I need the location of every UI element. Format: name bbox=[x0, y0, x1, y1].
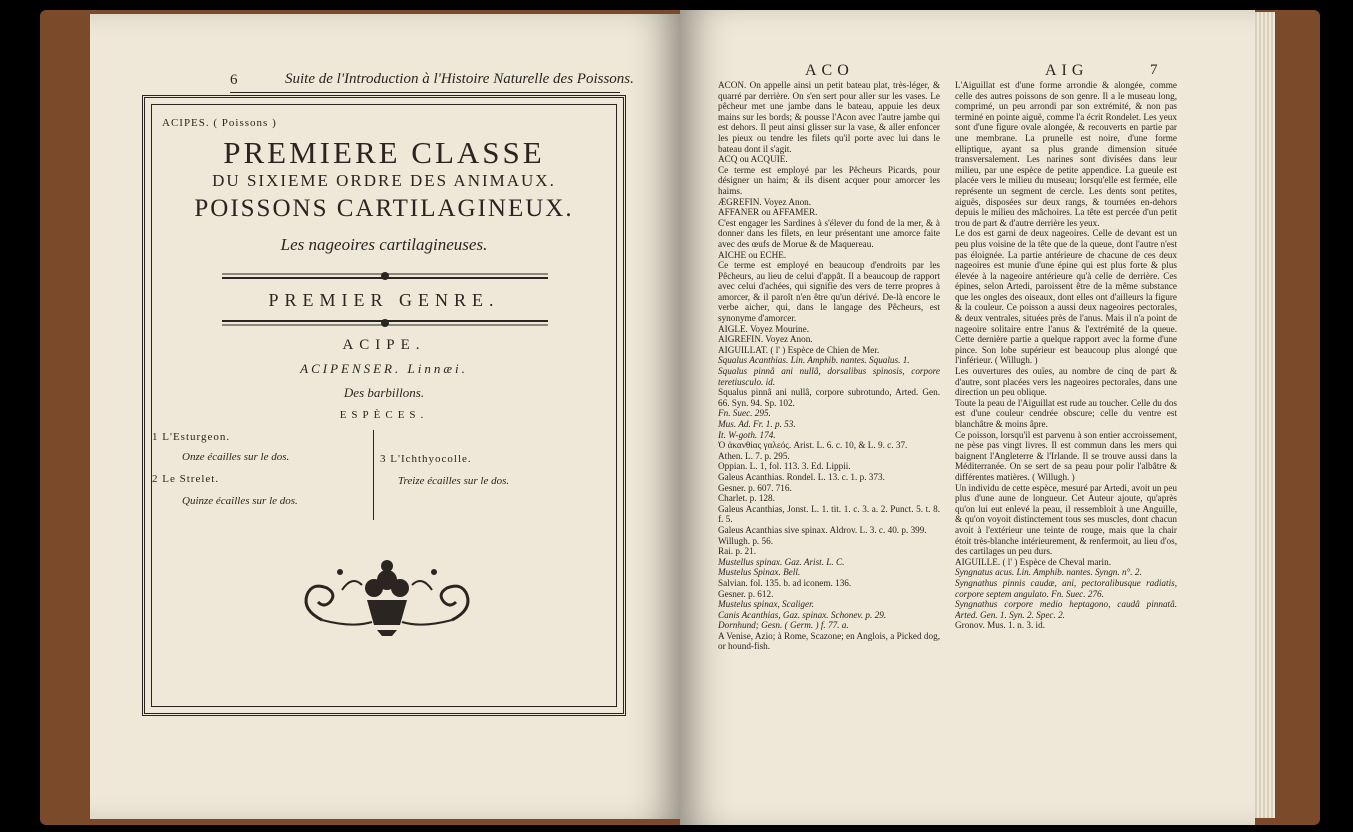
entry: AICHE ou ECHE. bbox=[718, 249, 787, 260]
species-2-desc: Quinze écailles sur le dos. bbox=[182, 495, 298, 507]
title-poissons-cartilagineux: POISSONS CARTILAGINEUX. bbox=[194, 195, 574, 222]
entry: Dornhund; Gesn. ( Germ. ) f. 77. a. bbox=[718, 620, 849, 631]
entry: Mustelus Spinax. Bell. bbox=[718, 567, 801, 578]
entry: Squalus pinnâ ani nullâ, corpore subrotundo, Arted. Gen. 66. Syn. 94. Sp. 102. bbox=[718, 387, 940, 408]
subtitle: Les nageoires cartilagineuses. bbox=[280, 235, 488, 254]
species-2-name: 2 Le Strelet. bbox=[152, 473, 220, 485]
running-head: Suite de l'Introduction à l'Histoire Naturelle des Poissons. bbox=[285, 71, 634, 87]
entry: Salvian. fol. 135. b. ad iconem. 136. bbox=[718, 577, 852, 588]
entry: Syngnatus acus. Lin. Amphib. nantes. Syngn. n°. 2. bbox=[955, 567, 1142, 578]
entry: ACON. On appelle ainsi un petit bateau plat, très-léger, & quarré par derrière. On s'en sert pour aller sur les vases. Le pêcheur met une jambe dans le bateau, appuie les deux mains sur les bords; & pousse l'Acon avec l'autre jambe qui est dehors. Il peut ainsi glisser sur la vase, & aller enfoncer les pieux ou tendre les filets qu'il porte avec lui dans le bateau dont il s'agit. bbox=[718, 80, 940, 154]
entry: Fn. Suec. 295. bbox=[718, 408, 771, 419]
entry: Mus. Ad. Fr. 1. p. 53. bbox=[718, 419, 796, 429]
entry: ACQ ou ACQUIE. bbox=[718, 154, 788, 165]
entry: Squalus Acanthias. Lin. Amphib. nantes. Squalus. 1. bbox=[718, 355, 910, 366]
page-edges-right bbox=[1255, 12, 1275, 818]
latin-name: ACIPENSER. Linnæi. bbox=[300, 361, 468, 376]
entry: Charlet. p. 128. bbox=[718, 493, 775, 504]
entry: Gesner. p. 607. 716. bbox=[718, 482, 792, 493]
entry: A Venise, Azio; à Rome, Scazone; en Anglois, a Picked dog, or hound-fish. bbox=[718, 630, 940, 652]
corner-label: ACIPES. ( Poissons ) bbox=[162, 117, 277, 129]
column-aig bbox=[955, 80, 1177, 695]
entry: Toute la peau de l'Aiguillat est rude au toucher. Celle du dos est d'une couleur cendrée obscure; celle du ventre est blanchâtre & moins âpre. bbox=[955, 397, 1177, 429]
ornament-rule-bottom bbox=[222, 317, 548, 329]
entry: Ce poisson, lorsqu'il est parvenu à son entier accroissement, ne pèse pas vingt livres. Il est commun dans les mers qui baignent l'Angleterre & l'Irlande. Il se trouve aussi dans la Méditerranée. On se sert de sa peau pour polir l'albâtre & différentes matières. ( Willugh. ) bbox=[955, 429, 1177, 482]
entry: Gesner. p. 612. bbox=[718, 588, 774, 599]
entry: C'est engager les Sardines à s'élever du fond de la mer, & à donner dans les filets, en leur présentant une amorce faite avec des œufs de Morue & de Maquereau. bbox=[718, 217, 940, 249]
entry: AIGREFIN. Voyez Anon. bbox=[718, 334, 813, 345]
species-divider bbox=[373, 430, 374, 520]
entry: Mustellus spinax. Gaz. Arist. L. C. bbox=[718, 556, 845, 567]
especes-heading: ESPÈCES. bbox=[339, 409, 429, 421]
entry: Ce terme est employé par les Pêcheurs Picards, pour désigner un haim; & ils disent acquer pour amorcer les haims. bbox=[718, 164, 940, 196]
entry: AIGLE. Voyez Mourine. bbox=[718, 323, 810, 334]
species-3-name: 3 L'Ichthyocolle. bbox=[380, 453, 472, 465]
left-page-number: 6 bbox=[230, 72, 238, 88]
title-sixieme-ordre: DU SIXIEME ORDRE DES ANIMAUX. bbox=[212, 171, 556, 190]
entry: Ce terme est employé en beaucoup d'endroits par les Pêcheurs, au lieu de celui d'appât. Il a beaucoup de rapport avec celui d'achées, qui signifie des vers de terre propres à amorcer, & il paroît n'en être qu'un dérivé. De-là encore le verbe aicher, qui, dans le langage des Pêcheurs, est synonyme d'amorcer. bbox=[718, 260, 940, 324]
column-aco bbox=[718, 80, 940, 695]
entry: Ὁ ἀκανθίας γαλεός. Arist. L. 6. c. 10, & L. 9. c. 37. bbox=[718, 440, 908, 451]
entry: Galeus Acanthias sive spinax. Aldrov. L. 3. c. 40. p. 399. bbox=[718, 524, 927, 535]
entry: Athen. L. 7. p. 295. bbox=[718, 450, 790, 461]
entry: Squalus pinnâ ani nullâ, dorsalibus spinosis, corpore teretiusculo. id. bbox=[718, 366, 940, 387]
vignette-ornament bbox=[282, 550, 492, 640]
species-3-desc: Treize écailles sur le dos. bbox=[398, 475, 510, 487]
entry: Syngnathus pinnis caudæ, ani, pectoralibusque radiatis, corpore septem angulato. Fn. Suec. 276. bbox=[955, 577, 1177, 599]
entry: AIGUILLAT. ( l' ) Espèce de Chien de Mer. bbox=[718, 344, 880, 355]
right-page-number: 7 bbox=[1150, 62, 1158, 78]
entry: Willugh. p. 56. bbox=[718, 535, 774, 546]
entry: Un individu de cette espèce, mesuré par Artedi, avoit un peu plus d'une aune de longueur. Cet Auteur ajoute, qu'après qu'on lui eut enlevé la peau, il ressembloit à une Anguille, & qu'on voyoit distinctement tous ses muscles, dont chacun avoit à l'extérieur une teinte de rouge, mais que la chair étoit très-blanche intérieurement, & renfermoit, au lieu d'os, des cartilages un peu durs. bbox=[955, 482, 1177, 557]
entry: Rai. p. 21. bbox=[718, 546, 757, 557]
entry: Syngnathus corpore medio heptagono, caudâ pinnatâ. Arted. Gen. 1. Syn. 2. Spec. 2. bbox=[955, 599, 1177, 620]
entry: Oppian. L. 1, fol. 113. 3. Ed. Lippii. bbox=[718, 461, 851, 472]
entry: L'Aiguillat est d'une forme arrondie & alongée, comme celle des autres poissons de son genre. Il a le museau long, comprimé, un peu arrondi par son extrémité, & non pas terminé en pointe aiguë, comme l'a écrit Rondelet. Les yeux sont d'une figure ovale alongée, & recouverts en partie par une membrane. La prunelle est noire, d'une forme elliptique, ayant sa plus grande dimension située transversalement. Les narines sont divisées dans leur milieu, par une espèce de petite appendice. La gueule est placée vers le milieu du museau; lorsqu'elle est fermée, elle représente un segment de cercle. Les dents sont petites, aiguës, disposées sur deux rangs, & tournées en-dehors depuis le milieu des mâchoires. La tête est percée d'un petit trou de part & d'autre derrière les yeux. bbox=[955, 80, 1177, 228]
entry: Le dos est garni de deux nageoires. Celle de devant est un peu plus voisine de la tête que de la queue, dont l'autre n'est pas éloignée. La partie antérieure de chacune de ces deux nageoires est munie d'une épine qui est plus forte & plus élevée à la nageoire antérieure qu'à celle de derrière. Ces épines, selon Artedi, paroissent être de la même substance que les ongles des oiseaux, dont elles ont d'ailleurs la figure & la couleur. Ce poisson a aussi deux nageoires pectorales, & deux ventrales, situées près de l'anus. Mais il n'a point de nageoire solitaire entre l'anus & l'extrémité de la queue. Cette dernière partie a quelque rapport avec la forme d'une pince. Son lobe supérieur est beaucoup plus alongé que l'inférieur. ( Willugh. ) bbox=[955, 228, 1177, 366]
entry: Mustelus spinax, Scaliger. bbox=[718, 599, 814, 610]
genre-heading: PREMIER GENRE. bbox=[268, 290, 500, 310]
col1-head: ACO bbox=[805, 62, 854, 79]
species-1-name: 1 L'Esturgeon. bbox=[152, 431, 231, 443]
species-1-desc: Onze écailles sur le dos. bbox=[182, 451, 290, 463]
entry: Galeus Acanthias. Rondel. L. 13. c. 1. p. 373. bbox=[718, 471, 885, 482]
entry: AFFANER ou AFFAMER. bbox=[718, 207, 818, 218]
title-frame bbox=[142, 95, 626, 716]
entry: AIGUILLE. ( l' ) Espèce de Cheval marin. bbox=[955, 556, 1111, 567]
head-rule bbox=[230, 92, 620, 93]
entry: ÆGREFIN. Voyez Anon. bbox=[718, 196, 812, 207]
entry: Les ouvertures des ouïes, au nombre de cinq de part & d'autre, sont placées vers les nageoires pectorales, dans une direction un peu oblique. bbox=[955, 366, 1177, 398]
entry: Gronov. Mus. 1. n. 3. id. bbox=[955, 620, 1046, 631]
genus-name: ACIPE. bbox=[342, 337, 426, 353]
title-premiere-classe: PREMIERE CLASSE bbox=[223, 135, 545, 170]
entry: Galeus Acanthias, Jonst. L. 1. tit. 1. c. 3. a. 2. Punct. 5. t. 8. f. 5. bbox=[718, 503, 940, 525]
barbillons: Des barbillons. bbox=[343, 385, 425, 400]
ornament-rule-top bbox=[222, 270, 548, 282]
col2-head: AIG bbox=[1045, 62, 1089, 79]
entry: It. W-goth. 174. bbox=[718, 429, 776, 440]
entry: Canis Acanthias, Gaz. spinax. Schonev. p. 29. bbox=[718, 609, 887, 620]
